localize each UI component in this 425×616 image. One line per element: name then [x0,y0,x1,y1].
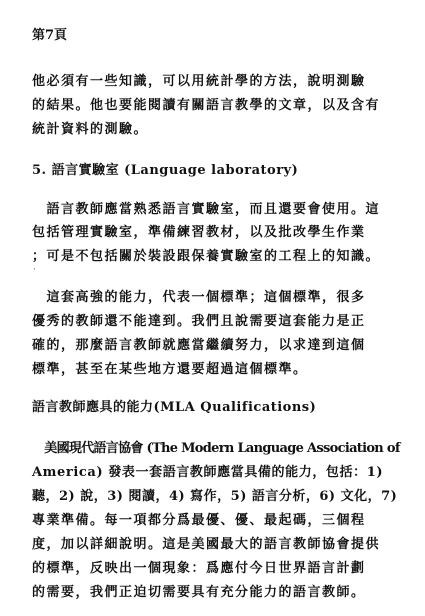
text-line: 的結果。他也要能閱讀有關語言教學的文章，以及含有 [32,98,381,113]
text-line: 專業準備。每一項都分爲最優、優、最起碼，三個程 [32,513,366,528]
section-heading-mla: 語言教師應具的能力(MLA Qualifications) [32,400,317,415]
text-line: 包括管理實驗室，準備練習教材，以及批改學生作業 [32,225,366,240]
text-line: 語言教師應當熟悉語言實驗室，而且還要會使用。這 [32,202,381,217]
text-line: 的需要，我們正迫切需要具有充分能力的語言教師。 [32,585,366,600]
text-line: 度，加以詳細說明。這是美國最大的語言教師協會提供 [32,537,381,552]
text-line: 標準，甚至在某些地方還要超過這個標準。 [32,362,308,377]
section-heading-language-lab: 5. 語言實驗室 (Language laboratory) [32,163,299,178]
text-line: 美國現代語言協會 (The Modern Language Association of [32,441,400,456]
text-line: 聽，2) 說，3) 閱讀，4) 寫作，5) 語言分析，6) 文化，7) [32,489,398,504]
text-line: 的標準，反映出一個現象：爲應付今日世界語言計劃 [32,561,366,576]
text-line: 他必須有一些知識，可以用統計學的方法，說明測驗 [32,74,366,89]
text-line: 這套高強的能力，代表一個標準；這個標準，很多 [32,290,366,305]
text-line: 確的，那麼語言教師就應當繼續努力，以求達到這個 [32,338,366,353]
text-line: America) 發表一套語言教師應當具備的能力，包括：1) [32,465,384,480]
stray-mark: · [33,265,36,275]
text-line: ；可是不包括關於裝設跟保養實驗室的工程上的知識。 [32,249,381,264]
page-number: 第7頁 [32,28,68,43]
text-line: 優秀的教師還不能達到。我們且說需要這套能力是正 [32,314,366,329]
text-line: 統計資料的測驗。 [32,122,149,137]
